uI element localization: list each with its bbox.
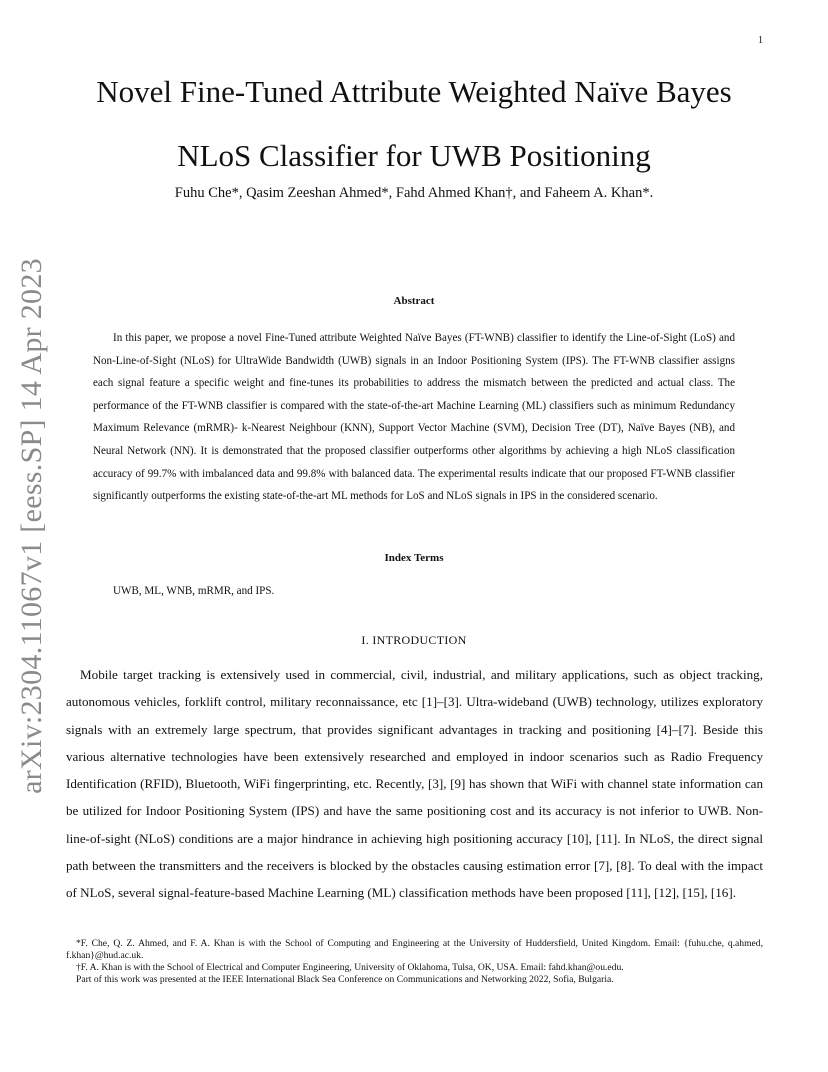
abstract-text: In this paper, we propose a novel Fine-Tuned attribute Weighted Naïve Bayes (FT-WNB) classifier to identify the Line-of-Sight (LoS) and Non-Line-of-Sight (NLoS) for UltraWide Bandwidth (UWB) signals in an Indoor Positioning System (IPS). The FT-WNB classifier assigns each signal feature a specific weight and fine-tunes its probabilities to address the mismatch between the predicted and actual class. The performance of the FT-WNB classifier is compared with the state-of-the-art Machine Learning (ML) classifiers such as minimum Redundancy Maximum Relevance (mRMR)- k-Nearest Neighbour (KNN), Support Vector Machine (SVM), Decision Tree (DT), Naïve Bayes (NB), and Neural Network (NN). It is demonstrated that the proposed classifier outperforms other algorithms by achieving a high NLoS classification accuracy of 99.7% with imbalanced data and 99.8% with balanced data. The experimental results indicate that our proposed FT-WNB classifier significantly outperforms the existing state-of-the-art ML methods for LoS and NLoS signals in IPS in the considered scenario. xyxy=(93,332,735,503)
introduction-paragraph: Mobile target tracking is extensively used in commercial, civil, industrial, and military applications, such as object tracking, autonomous vehicles, forklift control, military reconnaissance, etc [1]–[3]. Ultra-wideband (UWB) technology, utilizes exploratory signals with an extremely large spectrum, that provides significant advantages in tracking and positioning [4]–[7]. Beside this various alternative technologies have been extensively researched and employed in indoor scenarios such as Radio Frequency Identification (RFID), Bluetooth, WiFi fingerprinting, etc. Recently, [3], [9] has shown that WiFi with channel state information can be utilized for Indoor Positioning System (IPS) and have the same positioning cost and its accuracy is not inferior to UWB. Non-line-of-sight (NLoS) conditions are a major hindrance in achieving high positioning accuracy [10], [11]. In NLoS, the direct signal path between the transmitters and the receivers is blocked by the obstacles causing estimation error [7], [8]. To deal with the impact of NLoS, several signal-feature-based Machine Learning (ML) classification methods have been proposed [11], [12], [15], [16]. xyxy=(66,667,763,901)
index-terms-heading: Index Terms xyxy=(384,552,444,564)
paper-title xyxy=(60,60,768,188)
section-heading-introduction: I. INTRODUCTION xyxy=(361,633,467,647)
arxiv-stamp xyxy=(12,258,52,794)
arxiv-identifier: arXiv:2304.11067v1 [eess.SP] 14 Apr 2023 xyxy=(15,258,49,794)
index-terms-text: UWB, ML, WNB, mRMR, and IPS. xyxy=(113,585,275,597)
title-line-1: Novel Fine-Tuned Attribute Weighted Naïve Bayes xyxy=(96,74,732,109)
page-number: 1 xyxy=(758,35,763,46)
author-list: Fuhu Che*, Qasim Zeeshan Ahmed*, Fahd Ahmed Khan†, and Faheem A. Khan*. xyxy=(174,185,654,201)
footnotes xyxy=(66,938,763,986)
title-line-2: NLoS Classifier for UWB Positioning xyxy=(177,138,651,173)
footnote-affiliation-huddersfield: *F. Che, Q. Z. Ahmed, and F. A. Khan is with the School of Computing and Engineering at the University of Huddersfield, United Kingdom. Email: {fuhu.che, q.ahmed, f.khan}@hud.ac.uk. xyxy=(66,938,763,961)
abstract-heading: Abstract xyxy=(393,295,435,307)
footnote-affiliation-oklahoma: †F. A. Khan is with the School of Electrical and Computer Engineering, University of Oklahoma, Tulsa, OK, USA. Email: fahd.khan@ou.edu. xyxy=(76,962,624,973)
footnote-conference-note: Part of this work was presented at the IEEE International Black Sea Conference on Communications and Networking 2022, Sofia, Bulgaria. xyxy=(76,974,614,985)
